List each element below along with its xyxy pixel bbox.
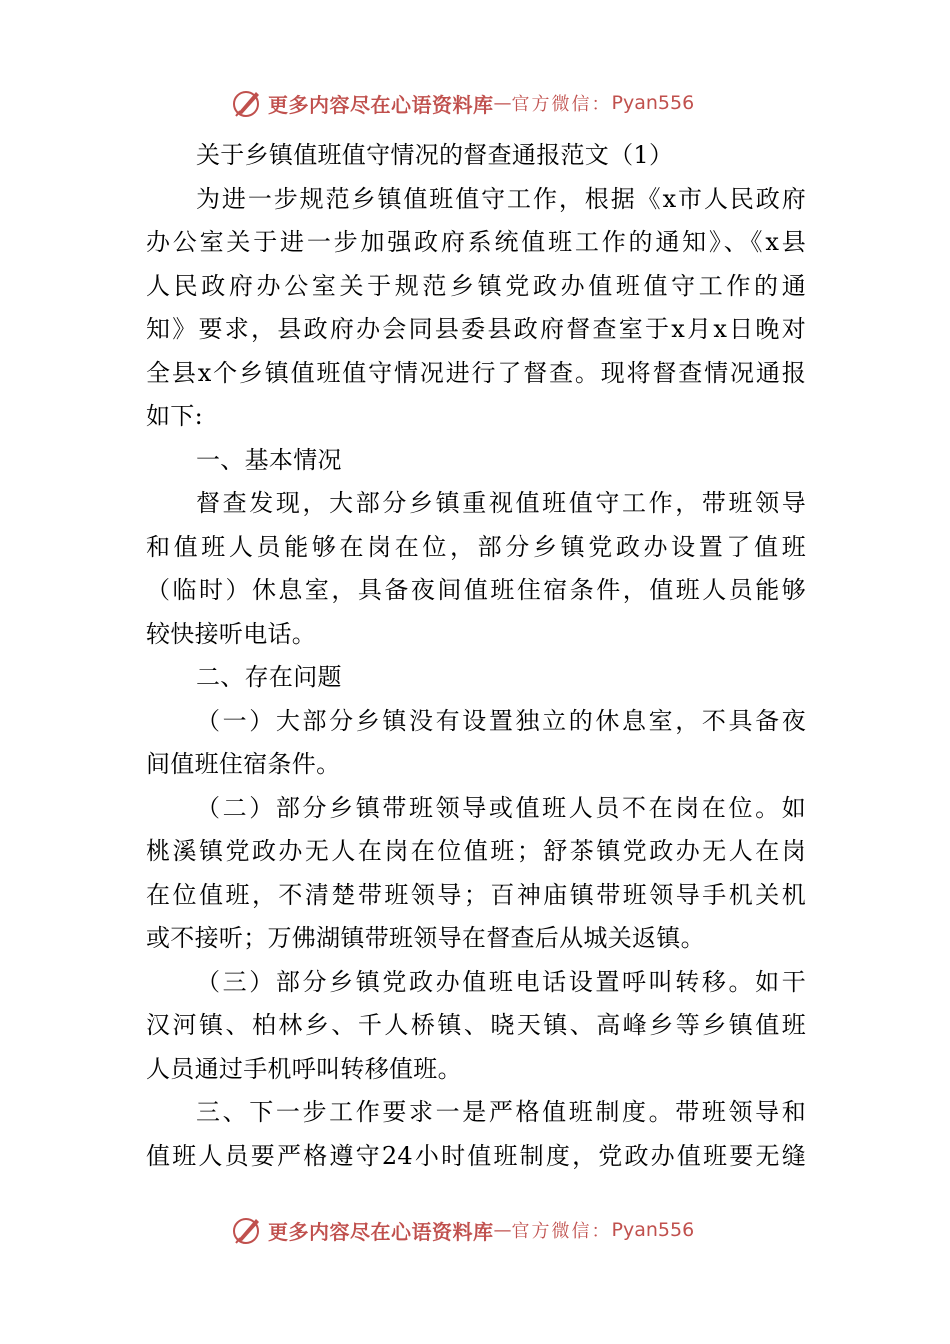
quill-logo-icon — [230, 86, 264, 120]
paragraph-line: 桃溪镇党政办无人在岗在位值班；舒茶镇党政办无人在岗 — [146, 837, 806, 865]
section-heading: 二、存在问题 — [196, 663, 342, 691]
paragraph-line: 如下: — [146, 402, 203, 430]
paragraph-line: 或不接听；万佛湖镇带班领导在督查后从城关返镇。 — [146, 924, 705, 952]
section-heading: 一、基本情况 — [196, 445, 342, 474]
paragraph-line: 为进一步规范乡镇值班值守工作，根据《x市人民政府 — [196, 184, 806, 213]
watermark-dash: — — [493, 92, 512, 114]
watermark-wechat-id: Pyan556 — [611, 92, 695, 114]
watermark-wechat-id: Pyan556 — [611, 1219, 695, 1241]
paragraph-line: （二）部分乡镇带班领导或值班人员不在岗在位。如 — [196, 793, 806, 822]
paragraph-line: 间值班住宿条件。 — [146, 750, 341, 778]
paragraph-line: 汉河镇、柏林乡、千人桥镇、晓天镇、高峰乡等乡镇值班 — [146, 1011, 806, 1039]
watermark-brand: 更多内容尽在心语资料库 — [268, 1219, 494, 1244]
paragraph-line: 较快接听电话。 — [146, 619, 317, 648]
watermark-brand: 更多内容尽在心语资料库 — [268, 92, 494, 117]
paragraph-line: 知》要求，县政府办会同县委县政府督查室于x月x日晚对 — [146, 315, 806, 343]
watermark-wechat-label: 官方微信： — [511, 1221, 612, 1242]
paragraph-line: 全县x个乡镇值班值守情况进行了督查。现将督查情况通报 — [146, 358, 806, 387]
paragraph-line: 人民政府办公室关于规范乡镇党政办值班值守工作的通 — [146, 271, 806, 300]
paragraph-line: 人员通过手机呼叫转移值班。 — [146, 1054, 462, 1083]
paragraph-line: 在位值班，不清楚带班领导；百神庙镇带班领导手机关机 — [146, 880, 806, 909]
paragraph-line: 和值班人员能够在岗在位，部分乡镇党政办设置了值班 — [146, 532, 806, 561]
document-title: 关于乡镇值班值守情况的督查通报范文（1） — [196, 141, 674, 169]
quill-logo-icon — [230, 1213, 264, 1247]
paragraph-line: （一）大部分乡镇没有设置独立的休息室，不具备夜 — [196, 706, 806, 735]
watermark-banner-top — [230, 83, 750, 123]
paragraph-line: 三、下一步工作要求一是严格值班制度。带班领导和 — [196, 1098, 806, 1126]
paragraph-line: （临时）休息室，具备夜间值班住宿条件，值班人员能够 — [146, 576, 806, 604]
document-body — [146, 134, 806, 1178]
paragraph-line: 督查发现，大部分乡镇重视值班值守工作，带班领导 — [196, 489, 806, 517]
paragraph-line: 办公室关于进一步加强政府系统值班工作的通知》、《x县 — [146, 228, 806, 256]
watermark-wechat-label: 官方微信： — [511, 94, 612, 115]
paragraph-line: （三）部分乡镇党政办值班电话设置呼叫转移。如干 — [196, 967, 806, 996]
paragraph-line: 值班人员要严格遵守24小时值班制度，党政办值班要无缝 — [146, 1141, 806, 1170]
watermark-dash: — — [493, 1219, 512, 1241]
watermark-banner-bottom — [230, 1210, 750, 1250]
